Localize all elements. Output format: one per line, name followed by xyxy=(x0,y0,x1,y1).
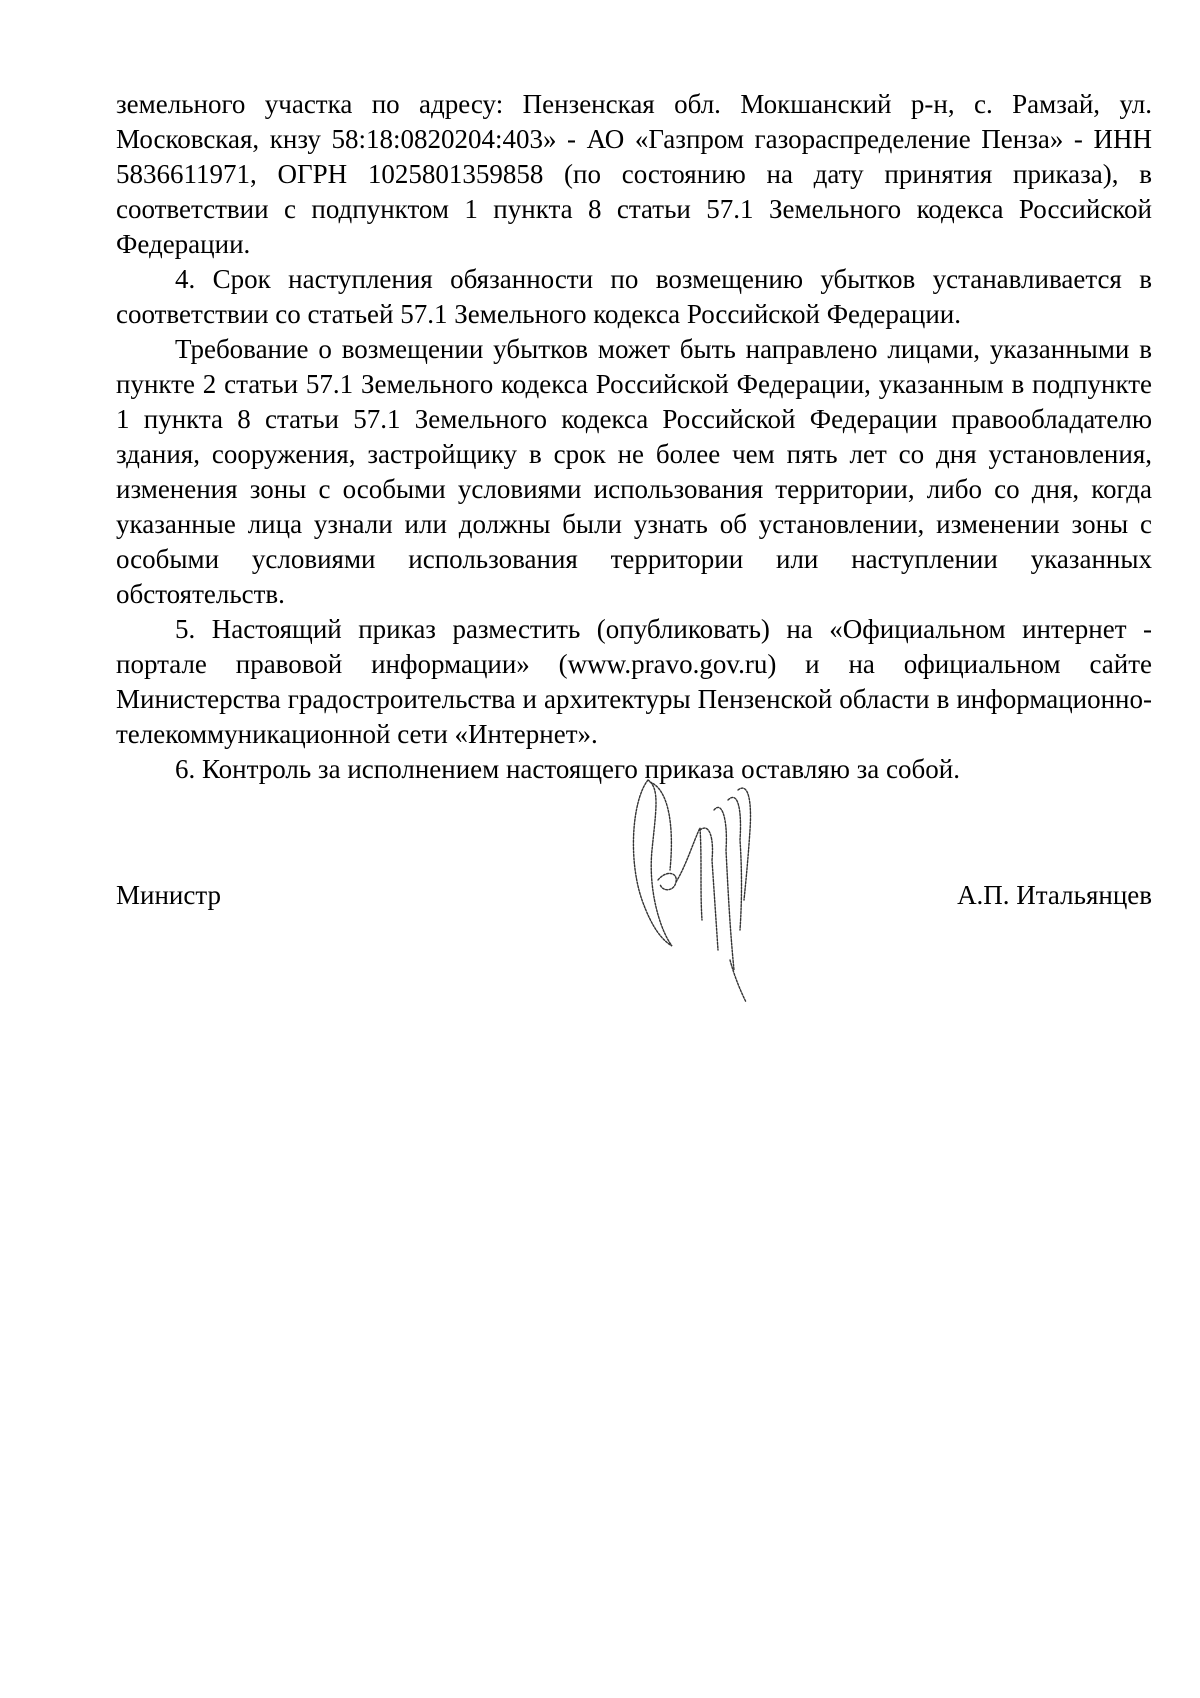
paragraph-item-5: 5. Настоящий приказ разместить (опубликовать) на «Официальном интернет - портале правовой информации» (www.pravo.gov.ru) и на официальном сайте Министерства градостроительства и архитектуры Пензенской области в информационно-телекоммуникационной сети «Интернет». xyxy=(116,614,1152,749)
document-body xyxy=(116,87,1152,787)
paragraph-item-6: 6. Контроль за исполнением настоящего приказа оставляю за собой. xyxy=(175,754,960,784)
signatory-name: А.П. Итальянцев xyxy=(957,880,1152,910)
signatory-title: Министр xyxy=(116,880,221,910)
paragraph-item-4: 4. Срок наступления обязанности по возмещению убытков устанавливается в соответствии со статьей 57.1 Земельного кодекса Российской Федерации. xyxy=(116,264,1152,329)
signature-block xyxy=(116,878,1152,918)
paragraph-land-plot: земельного участка по адресу: Пензенская обл. Мокшанский р-н, с. Рамзай, ул. Московская, кнзу 58:18:0820204:403» - АО «Газпром газораспределение Пенза» - ИНН 5836611971, ОГРН 1025801359858 (по состоянию на дату принятия приказа), в соответствии с подпунктом 1 пункта 8 статьи 57.1 Земельного кодекса Российской Федерации. xyxy=(116,89,1152,259)
paragraph-compensation-claim: Требование о возмещении убытков может быть направлено лицами, указанными в пункте 2 статьи 57.1 Земельного кодекса Российской Федерации, указанным в подпункте 1 пункта 8 статьи 57.1 Земельного кодекса Российской Федерации правообладателю здания, сооружения, застройщику в срок не более чем пять лет со дня установления, изменения зоны с особыми условиями использования территории, либо со дня, когда указанные лица узнали или должны были узнать об установлении, изменении зоны с особыми условиями использования территории или наступлении указанных обстоятельств. xyxy=(116,334,1152,609)
